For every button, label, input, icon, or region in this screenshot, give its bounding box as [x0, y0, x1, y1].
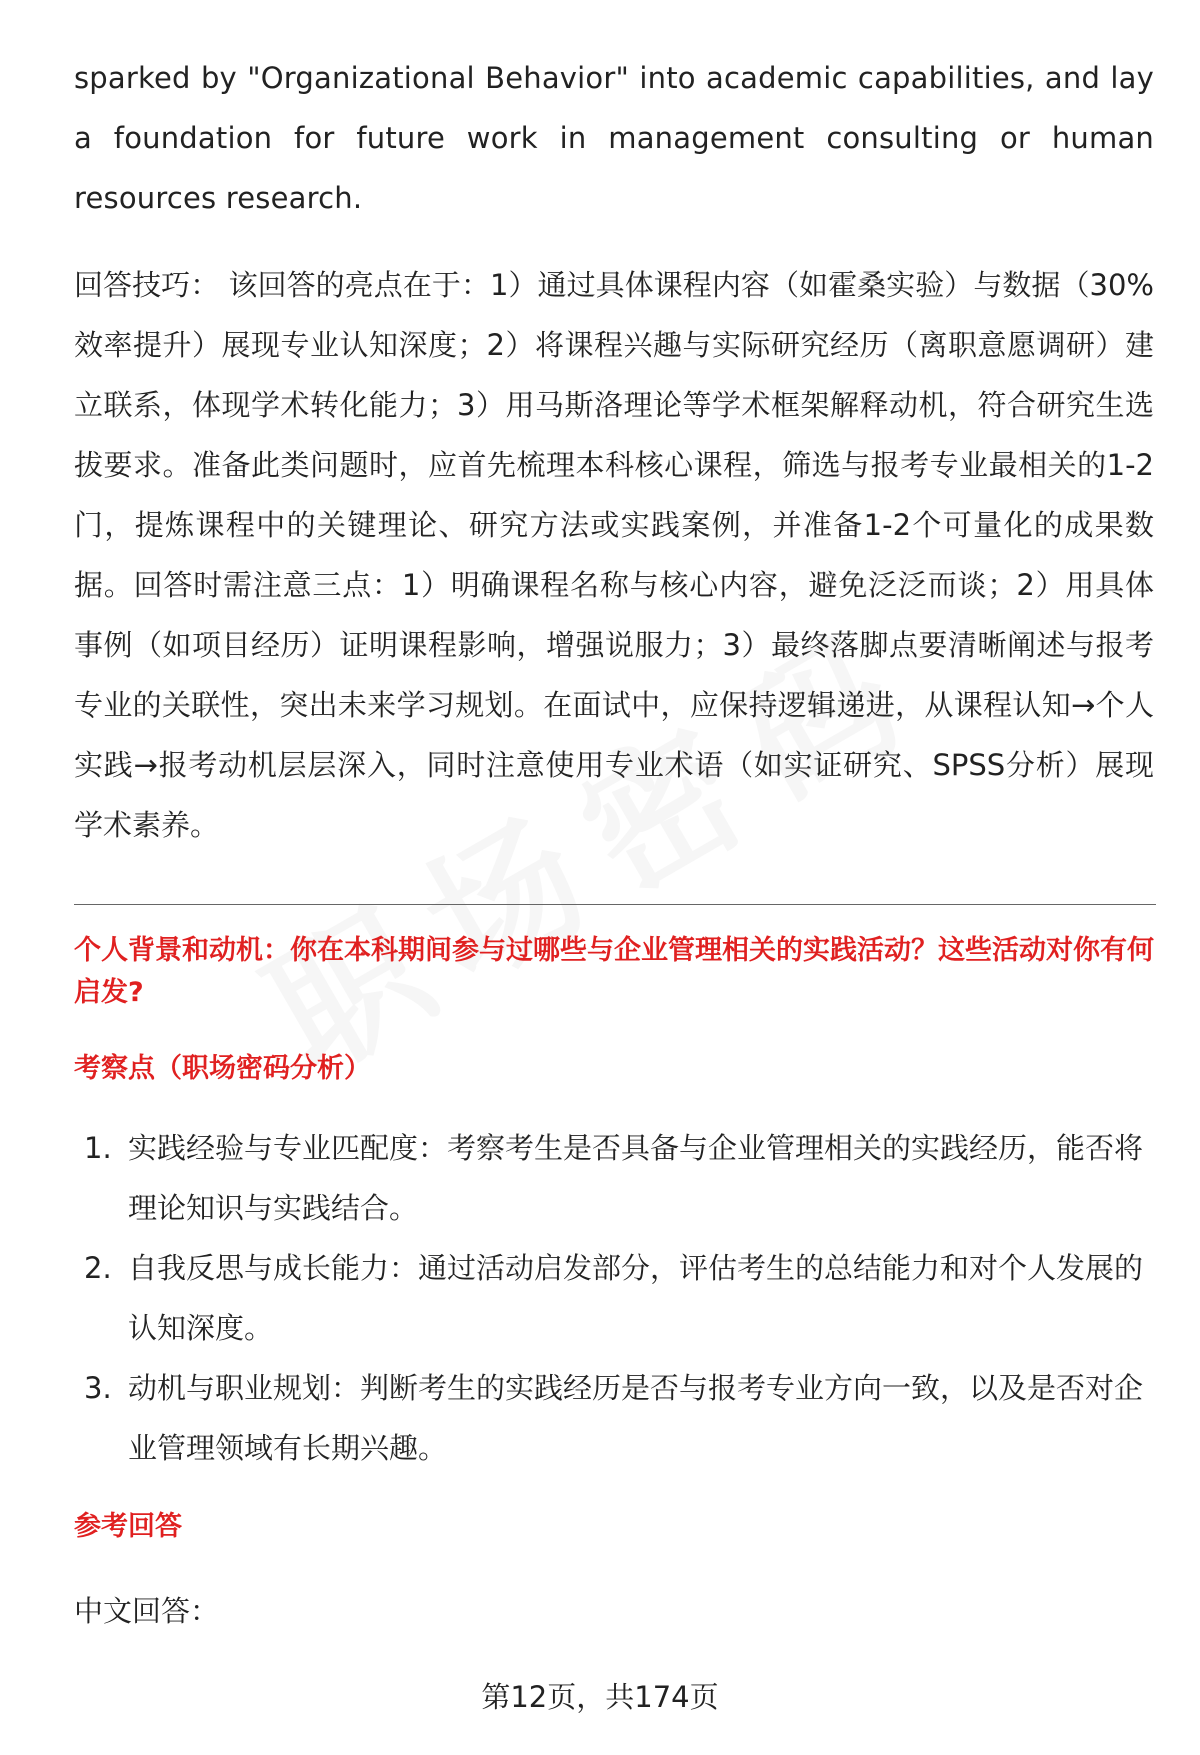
list-number: 3. — [84, 1371, 112, 1405]
focus-heading: 考察点（职场密码分析） — [74, 1053, 371, 1084]
list-number: 2. — [84, 1251, 112, 1285]
section-divider — [74, 904, 1156, 905]
list-item — [74, 1118, 1156, 1238]
reference-answer-heading: 参考回答 — [74, 1511, 182, 1542]
page-number-footer: 第12页，共174页 — [481, 1680, 719, 1714]
list-item — [74, 1238, 1156, 1358]
intro-paragraph: sparked by "Organizational Behavior" into academic capabilities, and lay a foundation for future work in management consulting or human resources research. — [74, 61, 1154, 215]
document-body — [74, 48, 1154, 855]
focus-list — [74, 1118, 1156, 1478]
list-item-text: 自我反思与成长能力：通过活动启发部分，评估考生的总结能力和对个人发展的认知深度。 — [128, 1251, 1144, 1345]
answer-tips-paragraph: 回答技巧： 该回答的亮点在于：1）通过具体课程内容（如霍桑实验）与数据（30%效率提升）展现专业认知深度；2）将课程兴趣与实际研究经历（离职意愿调研）建立联系，体现学术转化能力；3）用马斯洛理论等学术框架解释动机，符合研究生选拔要求。准备此类问题时，应首先梳理本科核心课程，筛选与报考专业最相关的1-2门，提炼课程中的关键理论、研究方法或实践案例，并准备1-2个可量化的成果数据。回答时需注意三点：1）明确课程名称与核心内容，避免泛泛而谈；2）用具体事例（如项目经历）证明课程影响，增强说服力；3）最终落脚点要清晰阐述与报考专业的关联性，突出未来学习规划。在面试中，应保持逻辑递进，从课程认知→个人实践→报考动机层层深入，同时注意使用专业术语（如实证研究、SPSS分析）展现学术素养。 — [74, 268, 1154, 842]
list-item-text: 实践经验与专业匹配度：考察考生是否具备与企业管理相关的实践经历，能否将理论知识与实践结合。 — [128, 1131, 1144, 1225]
chinese-answer-label: 中文回答： — [74, 1594, 220, 1628]
list-item — [74, 1358, 1156, 1478]
list-number: 1. — [84, 1131, 112, 1165]
interview-question: 个人背景和动机：你在本科期间参与过哪些与企业管理相关的实践活动？这些活动对你有何启发? — [74, 935, 1154, 1008]
list-item-text: 动机与职业规划：判断考生的实践经历是否与报考专业方向一致，以及是否对企业管理领域有长期兴趣。 — [128, 1371, 1144, 1465]
